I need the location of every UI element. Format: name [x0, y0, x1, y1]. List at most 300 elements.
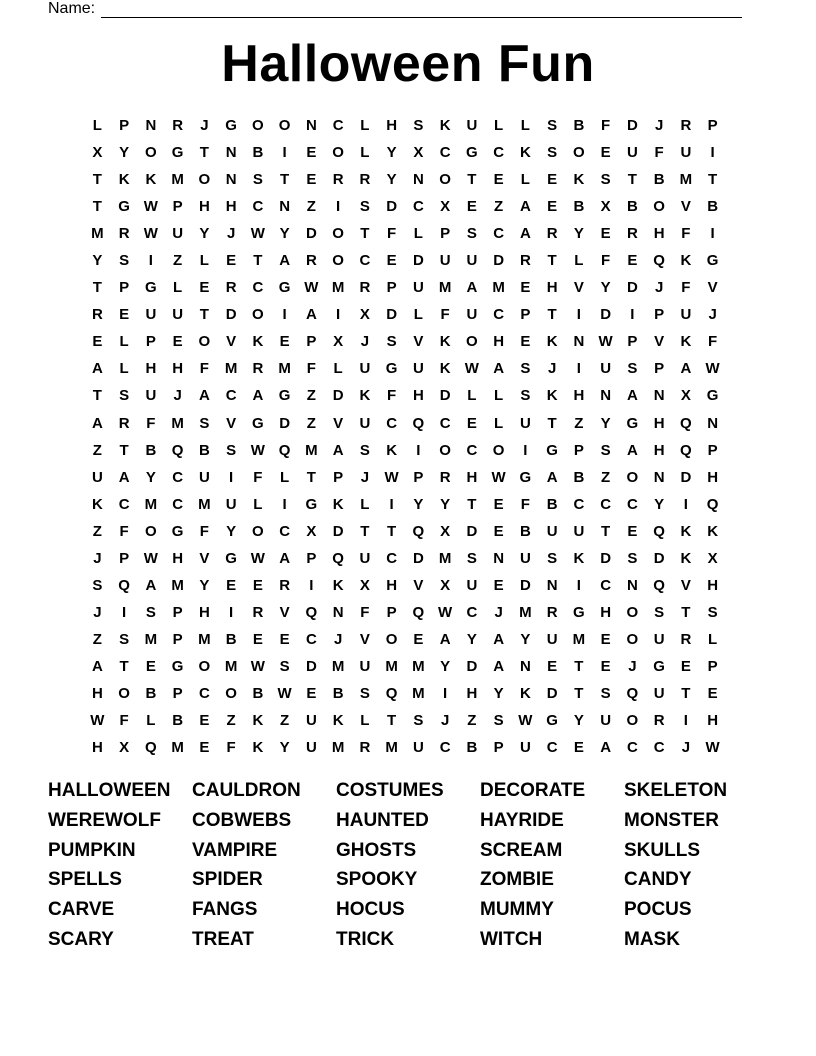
grid-letter[interactable]: M — [385, 657, 398, 675]
grid-letter[interactable]: E — [573, 739, 584, 757]
grid-letter[interactable]: C — [653, 739, 665, 757]
grid-letter[interactable]: A — [519, 198, 531, 216]
grid-letter[interactable]: Z — [92, 630, 102, 648]
grid-letter[interactable]: L — [413, 306, 423, 324]
grid-letter[interactable]: A — [118, 468, 130, 486]
grid-letter[interactable]: P — [119, 117, 130, 134]
grid-letter[interactable]: Q — [706, 495, 719, 513]
grid-letter[interactable]: B — [198, 441, 210, 459]
grid-letter[interactable]: I — [576, 576, 581, 594]
grid-letter[interactable]: F — [387, 225, 397, 243]
grid-letter[interactable]: U — [600, 712, 612, 730]
grid-letter[interactable]: X — [600, 198, 611, 216]
grid-letter[interactable]: Q — [412, 603, 425, 621]
grid-letter[interactable]: U — [305, 739, 317, 757]
grid-letter[interactable]: O — [198, 171, 211, 189]
grid-letter[interactable]: L — [333, 360, 343, 378]
grid-letter[interactable]: O — [626, 603, 639, 621]
grid-letter[interactable]: K — [519, 684, 531, 702]
grid-letter[interactable]: B — [573, 468, 585, 486]
grid-letter[interactable]: P — [119, 279, 130, 297]
grid-letter[interactable]: Q — [680, 414, 692, 432]
grid-letter[interactable]: H — [145, 360, 157, 378]
grid-letter[interactable]: Q — [653, 252, 665, 270]
grid-letter[interactable]: Y — [199, 225, 210, 243]
grid-letter[interactable]: V — [226, 414, 237, 432]
grid-letter[interactable]: M — [144, 630, 158, 648]
grid-letter[interactable]: R — [118, 414, 130, 432]
grid-letter[interactable]: D — [279, 414, 291, 432]
grid-letter[interactable]: G — [546, 712, 558, 730]
grid-letter[interactable]: Q — [680, 441, 692, 459]
grid-letter[interactable]: B — [573, 117, 585, 134]
grid-letter[interactable]: M — [519, 603, 532, 621]
grid-letter[interactable]: C — [172, 468, 184, 486]
grid-letter[interactable]: W — [143, 549, 158, 567]
grid-letter[interactable]: Z — [226, 712, 236, 730]
grid-letter[interactable]: P — [172, 684, 183, 702]
grid-letter[interactable]: O — [332, 225, 344, 243]
grid-letter[interactable]: Y — [386, 171, 397, 189]
grid-letter[interactable]: L — [467, 387, 477, 405]
grid-letter[interactable]: N — [653, 387, 665, 405]
grid-letter[interactable]: Y — [493, 684, 504, 702]
grid-letter[interactable]: F — [681, 279, 691, 297]
grid-letter[interactable]: F — [440, 306, 450, 324]
grid-letter[interactable]: N — [305, 117, 317, 134]
grid-letter[interactable]: O — [198, 333, 211, 351]
grid-letter[interactable]: A — [546, 468, 558, 486]
grid-letter[interactable]: J — [681, 739, 691, 757]
grid-letter[interactable]: N — [493, 549, 505, 567]
grid-letter[interactable]: S — [547, 144, 558, 162]
grid-letter[interactable]: Z — [574, 414, 584, 432]
grid-letter[interactable]: S — [654, 603, 665, 621]
grid-letter[interactable]: D — [225, 306, 237, 324]
grid-letter[interactable]: U — [172, 306, 184, 324]
grid-letter[interactable]: H — [493, 333, 505, 351]
grid-letter[interactable]: P — [145, 333, 156, 351]
grid-letter[interactable]: E — [547, 171, 558, 189]
grid-letter[interactable]: S — [119, 387, 130, 405]
grid-letter[interactable]: Y — [199, 576, 210, 594]
grid-letter[interactable]: C — [198, 684, 210, 702]
grid-letter[interactable]: T — [574, 657, 584, 675]
grid-letter[interactable]: U — [172, 225, 184, 243]
grid-letter[interactable]: U — [359, 657, 371, 675]
grid-letter[interactable]: M — [305, 441, 318, 459]
grid-letter[interactable]: T — [280, 171, 290, 189]
grid-letter[interactable]: O — [225, 684, 237, 702]
grid-letter[interactable]: R — [359, 279, 371, 297]
grid-letter[interactable]: A — [252, 387, 264, 405]
grid-letter[interactable]: L — [173, 279, 183, 297]
grid-letter[interactable]: A — [91, 360, 103, 378]
grid-letter[interactable]: T — [253, 252, 263, 270]
grid-letter[interactable]: U — [145, 306, 157, 324]
grid-letter[interactable]: T — [360, 522, 370, 540]
grid-letter[interactable]: R — [332, 171, 344, 189]
grid-letter[interactable]: S — [493, 712, 504, 730]
grid-letter[interactable]: Y — [573, 712, 584, 730]
grid-letter[interactable]: E — [493, 576, 504, 594]
grid-letter[interactable]: B — [466, 739, 478, 757]
grid-letter[interactable]: M — [171, 414, 184, 432]
grid-letter[interactable]: L — [253, 495, 263, 513]
grid-letter[interactable]: C — [305, 630, 317, 648]
grid-letter[interactable]: E — [306, 171, 317, 189]
grid-letter[interactable]: K — [359, 387, 371, 405]
grid-letter[interactable]: Q — [145, 739, 157, 757]
grid-letter[interactable]: M — [679, 171, 693, 189]
grid-letter[interactable]: G — [225, 117, 237, 134]
grid-letter[interactable]: V — [279, 603, 290, 621]
grid-letter[interactable]: S — [627, 549, 638, 567]
grid-letter[interactable]: P — [707, 117, 718, 134]
grid-letter[interactable]: E — [600, 144, 611, 162]
grid-letter[interactable]: O — [145, 522, 157, 540]
grid-letter[interactable]: C — [626, 495, 638, 513]
grid-letter[interactable]: J — [93, 603, 102, 621]
grid-letter[interactable]: T — [119, 441, 129, 459]
grid-letter[interactable]: N — [546, 576, 558, 594]
grid-letter[interactable]: W — [304, 279, 319, 297]
grid-letter[interactable]: D — [600, 549, 612, 567]
grid-letter[interactable]: H — [653, 414, 665, 432]
grid-letter[interactable]: E — [493, 171, 504, 189]
grid-letter[interactable]: K — [252, 333, 264, 351]
grid-letter[interactable]: T — [601, 522, 611, 540]
grid-letter[interactable]: D — [412, 252, 424, 270]
grid-letter[interactable]: F — [199, 360, 209, 378]
grid-letter[interactable]: U — [145, 387, 157, 405]
grid-letter[interactable]: Z — [467, 712, 477, 730]
grid-letter[interactable]: Y — [440, 657, 451, 675]
grid-letter[interactable]: J — [494, 603, 503, 621]
grid-letter[interactable]: G — [171, 657, 184, 675]
grid-letter[interactable]: W — [598, 333, 613, 351]
grid-letter[interactable]: K — [707, 522, 719, 540]
grid-letter[interactable]: R — [359, 739, 371, 757]
grid-letter[interactable]: R — [305, 252, 317, 270]
grid-letter[interactable]: K — [546, 333, 558, 351]
grid-letter[interactable]: F — [708, 333, 718, 351]
grid-letter[interactable]: G — [278, 387, 291, 405]
grid-letter[interactable]: D — [305, 657, 317, 675]
grid-letter[interactable]: R — [252, 360, 264, 378]
grid-letter[interactable]: H — [466, 468, 478, 486]
grid-letter[interactable]: G — [385, 360, 398, 378]
grid-letter[interactable]: W — [143, 198, 158, 216]
grid-letter[interactable]: A — [439, 630, 451, 648]
grid-letter[interactable]: F — [146, 414, 156, 432]
grid-letter[interactable]: C — [546, 739, 558, 757]
grid-letter[interactable]: M — [144, 495, 158, 513]
grid-letter[interactable]: N — [707, 414, 719, 432]
grid-letter[interactable]: D — [386, 306, 398, 324]
grid-letter[interactable]: G — [171, 522, 184, 540]
grid-letter[interactable]: K — [332, 576, 344, 594]
grid-letter[interactable]: U — [653, 630, 665, 648]
grid-letter[interactable]: R — [546, 225, 558, 243]
grid-letter[interactable]: I — [282, 495, 287, 513]
grid-letter[interactable]: Y — [440, 495, 451, 513]
grid-letter[interactable]: X — [306, 522, 317, 540]
grid-letter[interactable]: S — [359, 684, 370, 702]
grid-letter[interactable]: H — [91, 684, 103, 702]
grid-letter[interactable]: F — [119, 712, 129, 730]
grid-letter[interactable]: T — [92, 387, 102, 405]
grid-letter[interactable]: E — [199, 712, 210, 730]
grid-letter[interactable]: J — [360, 468, 370, 486]
grid-letter[interactable]: M — [331, 739, 345, 757]
grid-letter[interactable]: X — [359, 306, 370, 324]
grid-letter[interactable]: Q — [278, 441, 291, 459]
grid-letter[interactable]: P — [306, 333, 317, 351]
grid-letter[interactable]: E — [680, 657, 691, 675]
grid-letter[interactable]: R — [91, 306, 103, 324]
grid-letter[interactable]: Z — [92, 522, 102, 540]
grid-letter[interactable]: U — [412, 360, 424, 378]
grid-letter[interactable]: G — [706, 387, 719, 405]
grid-letter[interactable]: Y — [520, 630, 531, 648]
grid-letter[interactable]: U — [653, 684, 665, 702]
grid-letter[interactable]: Z — [494, 198, 504, 216]
grid-letter[interactable]: L — [92, 117, 102, 134]
grid-letter[interactable]: J — [200, 117, 209, 134]
grid-letter[interactable]: S — [466, 225, 477, 243]
grid-letter[interactable]: N — [225, 171, 237, 189]
grid-letter[interactable]: I — [282, 144, 287, 162]
grid-letter[interactable]: U — [359, 414, 371, 432]
grid-letter[interactable]: E — [145, 657, 156, 675]
grid-letter[interactable]: A — [493, 630, 505, 648]
grid-letter[interactable]: A — [680, 360, 692, 378]
grid-letter[interactable]: M — [171, 739, 184, 757]
grid-letter[interactable]: W — [438, 603, 453, 621]
grid-letter[interactable]: S — [386, 333, 397, 351]
grid-letter[interactable]: T — [92, 279, 102, 297]
grid-letter[interactable]: M — [385, 739, 398, 757]
grid-letter[interactable]: K — [332, 712, 344, 730]
grid-letter[interactable]: B — [172, 712, 184, 730]
grid-letter[interactable]: E — [520, 279, 531, 297]
grid-letter[interactable]: C — [466, 441, 478, 459]
grid-letter[interactable]: G — [519, 468, 532, 486]
grid-letter[interactable]: P — [172, 630, 183, 648]
grid-letter[interactable]: Q — [118, 576, 130, 594]
grid-letter[interactable]: S — [92, 576, 103, 594]
grid-letter[interactable]: L — [360, 495, 370, 513]
grid-letter[interactable]: R — [680, 630, 692, 648]
grid-letter[interactable]: B — [653, 171, 665, 189]
grid-letter[interactable]: S — [547, 549, 558, 567]
grid-letter[interactable]: I — [148, 252, 153, 270]
grid-letter[interactable]: T — [467, 495, 477, 513]
grid-letter[interactable]: T — [199, 306, 209, 324]
grid-letter[interactable]: M — [198, 495, 211, 513]
grid-letter[interactable]: S — [199, 414, 210, 432]
grid-letter[interactable]: P — [440, 225, 451, 243]
grid-letter[interactable]: P — [413, 468, 424, 486]
grid-letter[interactable]: E — [493, 522, 504, 540]
grid-letter[interactable]: M — [438, 549, 452, 567]
grid-letter[interactable]: Y — [466, 630, 477, 648]
grid-letter[interactable]: B — [225, 630, 237, 648]
grid-letter[interactable]: S — [600, 171, 611, 189]
grid-letter[interactable]: G — [573, 603, 585, 621]
grid-letter[interactable]: R — [172, 117, 184, 134]
grid-letter[interactable]: I — [309, 576, 314, 594]
grid-letter[interactable]: P — [654, 306, 665, 324]
grid-letter[interactable]: A — [279, 252, 291, 270]
grid-letter[interactable]: D — [626, 117, 638, 134]
grid-letter[interactable]: G — [252, 414, 264, 432]
grid-letter[interactable]: W — [90, 712, 105, 730]
grid-letter[interactable]: C — [493, 306, 505, 324]
grid-letter[interactable]: S — [466, 549, 477, 567]
grid-letter[interactable]: N — [225, 144, 237, 162]
grid-letter[interactable]: V — [413, 576, 424, 594]
grid-letter[interactable]: U — [466, 252, 478, 270]
grid-letter[interactable]: T — [708, 171, 718, 189]
grid-letter[interactable]: V — [680, 576, 691, 594]
grid-letter[interactable]: A — [91, 657, 103, 675]
grid-letter[interactable]: M — [91, 225, 104, 243]
grid-letter[interactable]: T — [681, 684, 691, 702]
grid-letter[interactable]: H — [412, 387, 424, 405]
grid-letter[interactable]: A — [279, 549, 291, 567]
grid-letter[interactable]: S — [627, 360, 638, 378]
grid-letter[interactable]: R — [225, 279, 237, 297]
grid-letter[interactable]: U — [573, 522, 585, 540]
grid-letter[interactable]: K — [252, 712, 264, 730]
grid-letter[interactable]: Y — [600, 414, 611, 432]
grid-letter[interactable]: K — [91, 495, 103, 513]
grid-letter[interactable]: I — [229, 468, 234, 486]
grid-letter[interactable]: J — [654, 279, 664, 297]
grid-letter[interactable]: C — [439, 414, 451, 432]
grid-letter[interactable]: U — [198, 468, 210, 486]
grid-letter[interactable]: D — [626, 279, 638, 297]
grid-letter[interactable]: O — [332, 252, 344, 270]
grid-letter[interactable]: B — [145, 441, 157, 459]
grid-letter[interactable]: E — [279, 333, 290, 351]
grid-letter[interactable]: S — [707, 603, 718, 621]
grid-letter[interactable]: T — [387, 712, 397, 730]
grid-letter[interactable]: G — [225, 549, 237, 567]
grid-letter[interactable]: R — [279, 576, 291, 594]
grid-letter[interactable]: S — [119, 252, 130, 270]
grid-letter[interactable]: V — [707, 279, 718, 297]
grid-letter[interactable]: S — [413, 117, 424, 134]
grid-letter[interactable]: J — [547, 360, 557, 378]
grid-letter[interactable]: E — [306, 684, 317, 702]
grid-letter[interactable]: E — [119, 306, 130, 324]
grid-letter[interactable]: T — [547, 306, 557, 324]
grid-letter[interactable]: M — [412, 684, 425, 702]
grid-letter[interactable]: E — [252, 576, 263, 594]
grid-letter[interactable]: T — [387, 522, 397, 540]
grid-letter[interactable]: H — [225, 198, 237, 216]
grid-letter[interactable]: U — [91, 468, 103, 486]
grid-letter[interactable]: C — [386, 414, 398, 432]
grid-letter[interactable]: V — [573, 279, 584, 297]
grid-letter[interactable]: Z — [173, 252, 183, 270]
grid-letter[interactable]: C — [332, 117, 344, 134]
grid-letter[interactable]: C — [412, 198, 424, 216]
grid-letter[interactable]: U — [519, 549, 531, 567]
grid-letter[interactable]: X — [413, 144, 424, 162]
grid-letter[interactable]: F — [360, 603, 370, 621]
grid-letter[interactable]: B — [252, 684, 264, 702]
grid-letter[interactable]: I — [229, 603, 234, 621]
grid-letter[interactable]: I — [122, 603, 127, 621]
grid-letter[interactable]: U — [519, 414, 531, 432]
grid-letter[interactable]: Y — [119, 144, 130, 162]
grid-letter[interactable]: H — [653, 441, 665, 459]
grid-letter[interactable]: O — [385, 630, 398, 648]
grid-letter[interactable]: D — [386, 198, 398, 216]
grid-letter[interactable]: L — [708, 630, 718, 648]
grid-letter[interactable]: E — [226, 252, 237, 270]
grid-letter[interactable]: X — [440, 576, 451, 594]
grid-letter[interactable]: I — [576, 360, 581, 378]
grid-letter[interactable]: K — [439, 360, 451, 378]
grid-letter[interactable]: V — [654, 333, 665, 351]
grid-letter[interactable]: S — [359, 198, 370, 216]
grid-letter[interactable]: K — [680, 522, 692, 540]
grid-letter[interactable]: J — [628, 657, 637, 675]
grid-letter[interactable]: H — [91, 739, 103, 757]
grid-letter[interactable]: N — [600, 387, 612, 405]
grid-letter[interactable]: W — [250, 657, 265, 675]
grid-letter[interactable]: R — [118, 225, 130, 243]
grid-letter[interactable]: N — [519, 657, 531, 675]
grid-letter[interactable]: T — [92, 198, 102, 216]
grid-letter[interactable]: M — [572, 630, 586, 648]
grid-letter[interactable]: S — [520, 360, 531, 378]
grid-letter[interactable]: L — [520, 117, 530, 134]
grid-letter[interactable]: P — [707, 657, 718, 675]
grid-letter[interactable]: U — [359, 360, 371, 378]
grid-letter[interactable]: G — [145, 279, 157, 297]
grid-letter[interactable]: F — [199, 522, 209, 540]
grid-letter[interactable]: N — [145, 117, 157, 134]
grid-letter[interactable]: U — [439, 252, 451, 270]
grid-letter[interactable]: T — [360, 225, 370, 243]
grid-letter[interactable]: E — [226, 576, 237, 594]
grid-letter[interactable]: P — [654, 360, 665, 378]
grid-letter[interactable]: C — [493, 144, 505, 162]
grid-letter[interactable]: J — [440, 712, 450, 730]
grid-letter[interactable]: E — [466, 198, 477, 216]
grid-letter[interactable]: A — [145, 576, 157, 594]
grid-letter[interactable]: A — [626, 441, 638, 459]
grid-letter[interactable]: W — [705, 360, 720, 378]
grid-letter[interactable]: W — [250, 549, 265, 567]
grid-letter[interactable]: H — [707, 712, 719, 730]
grid-letter[interactable]: H — [707, 576, 719, 594]
grid-letter[interactable]: G — [466, 144, 478, 162]
grid-letter[interactable]: K — [573, 549, 585, 567]
grid-letter[interactable]: Y — [654, 495, 665, 513]
grid-letter[interactable]: V — [333, 414, 344, 432]
grid-letter[interactable]: D — [466, 522, 478, 540]
grid-letter[interactable]: F — [253, 468, 263, 486]
grid-letter[interactable]: G — [546, 441, 558, 459]
grid-letter[interactable]: Y — [145, 468, 156, 486]
